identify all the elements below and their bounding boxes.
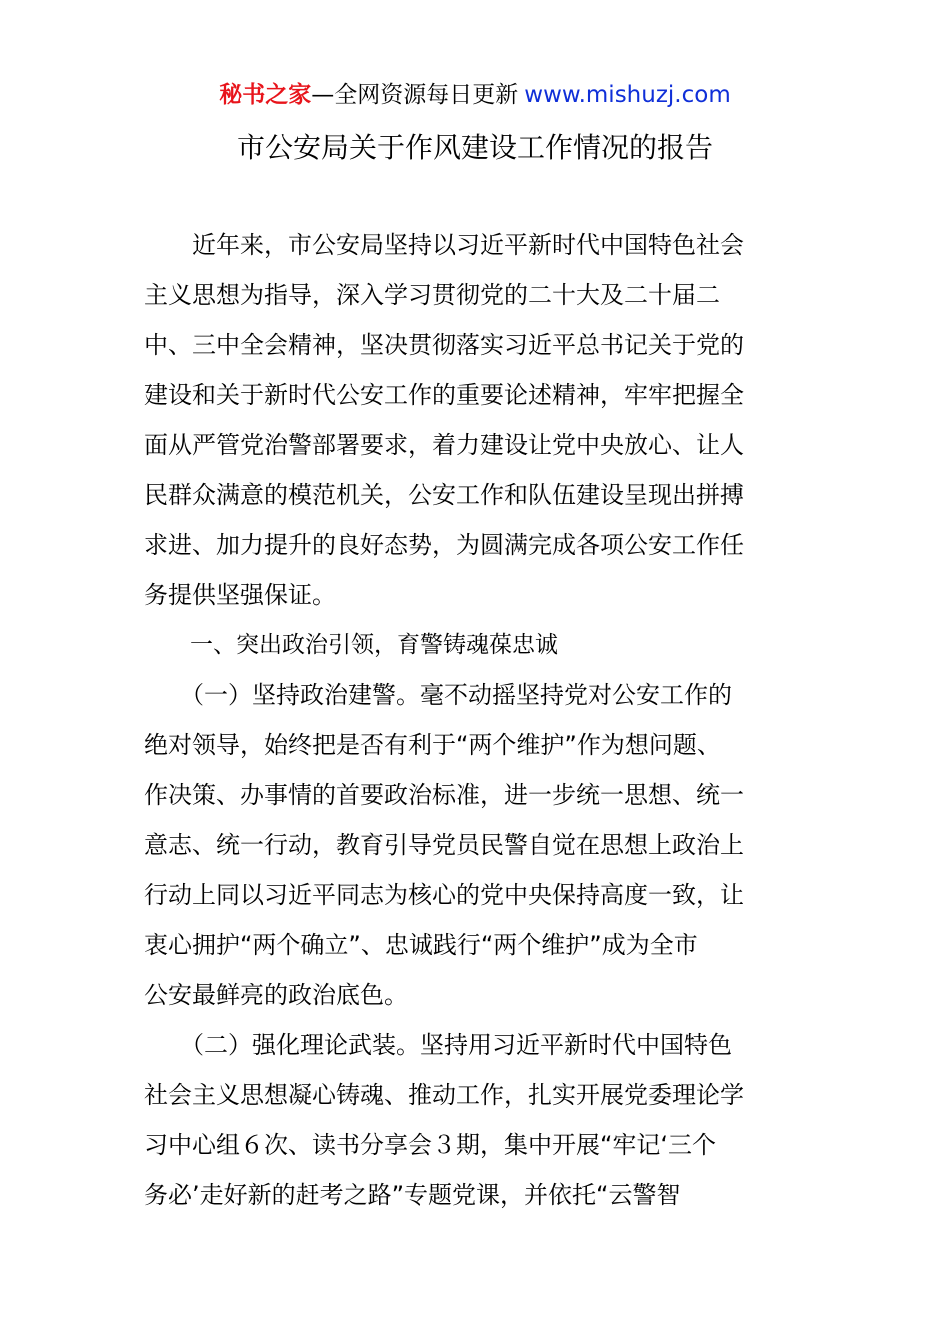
text-line: 公安最鲜亮的政治底色。 [144, 981, 408, 1009]
text-line: 务提供坚强保证。 [144, 581, 336, 609]
text-line: 作决策、办事情的首要政治标准，进一步统一思想、统一 [144, 781, 744, 809]
text-line: 面从严管党治警部署要求，着力建设让党中央放心、让人 [144, 431, 744, 459]
text-line: 务必’走好新的赶考之路”专题党课，并依托“云警智 [144, 1181, 681, 1209]
header-tagline: 全网资源每日更新 [334, 82, 519, 108]
text-line: 求进、加力提升的良好态势，为圆满完成各项公安工作任 [144, 531, 744, 559]
document-title: 市公安局关于作风建设工作情况的报告 [236, 131, 713, 164]
text-line: 行动上同以习近平同志为核心的党中央保持高度一致，让 [144, 881, 744, 909]
document-body [144, 220, 806, 1220]
text-line: 建设和关于新时代公安工作的重要论述精神，牢牢把握全 [144, 381, 744, 409]
header-dash: — [311, 82, 335, 108]
text-line: 中、三中全会精神，坚决贯彻落实习近平总书记关于党的 [144, 331, 744, 359]
text-line: （一）坚持政治建警。毫不动摇坚持党对公安工作的 [144, 681, 732, 709]
section-heading: 一、突出政治引领，育警铸魂葆忠诚 [144, 632, 558, 658]
site-header [0, 80, 950, 110]
text-line: 绝对领导，始终把是否有利于“两个维护”作为想问题、 [144, 731, 721, 759]
site-url-link[interactable]: www.mishuzj.com [524, 82, 731, 108]
text-line: 近年来，市公安局坚持以习近平新时代中国特色社会 [144, 231, 744, 259]
text-line: 社会主义思想凝心铸魂、推动工作，扎实开展党委理论学 [144, 1081, 744, 1109]
text-line: 意志、统一行动，教育引导党员民警自觉在思想上政治上 [144, 831, 744, 859]
text-line: 主义思想为指导，深入学习贯彻党的二十大及二十届二 [144, 281, 720, 309]
text-line: 习中心组６次、读书分享会３期，集中开展“牢记‘三个 [144, 1131, 717, 1159]
brand-name: 秘书之家 [219, 82, 312, 108]
text-line: 衷心拥护“两个确立”、忠诚践行“两个维护”成为全市 [144, 931, 698, 959]
text-line: 民群众满意的模范机关，公安工作和队伍建设呈现出拼搏 [144, 481, 744, 509]
text-line: （二）强化理论武装。坚持用习近平新时代中国特色 [144, 1031, 732, 1059]
